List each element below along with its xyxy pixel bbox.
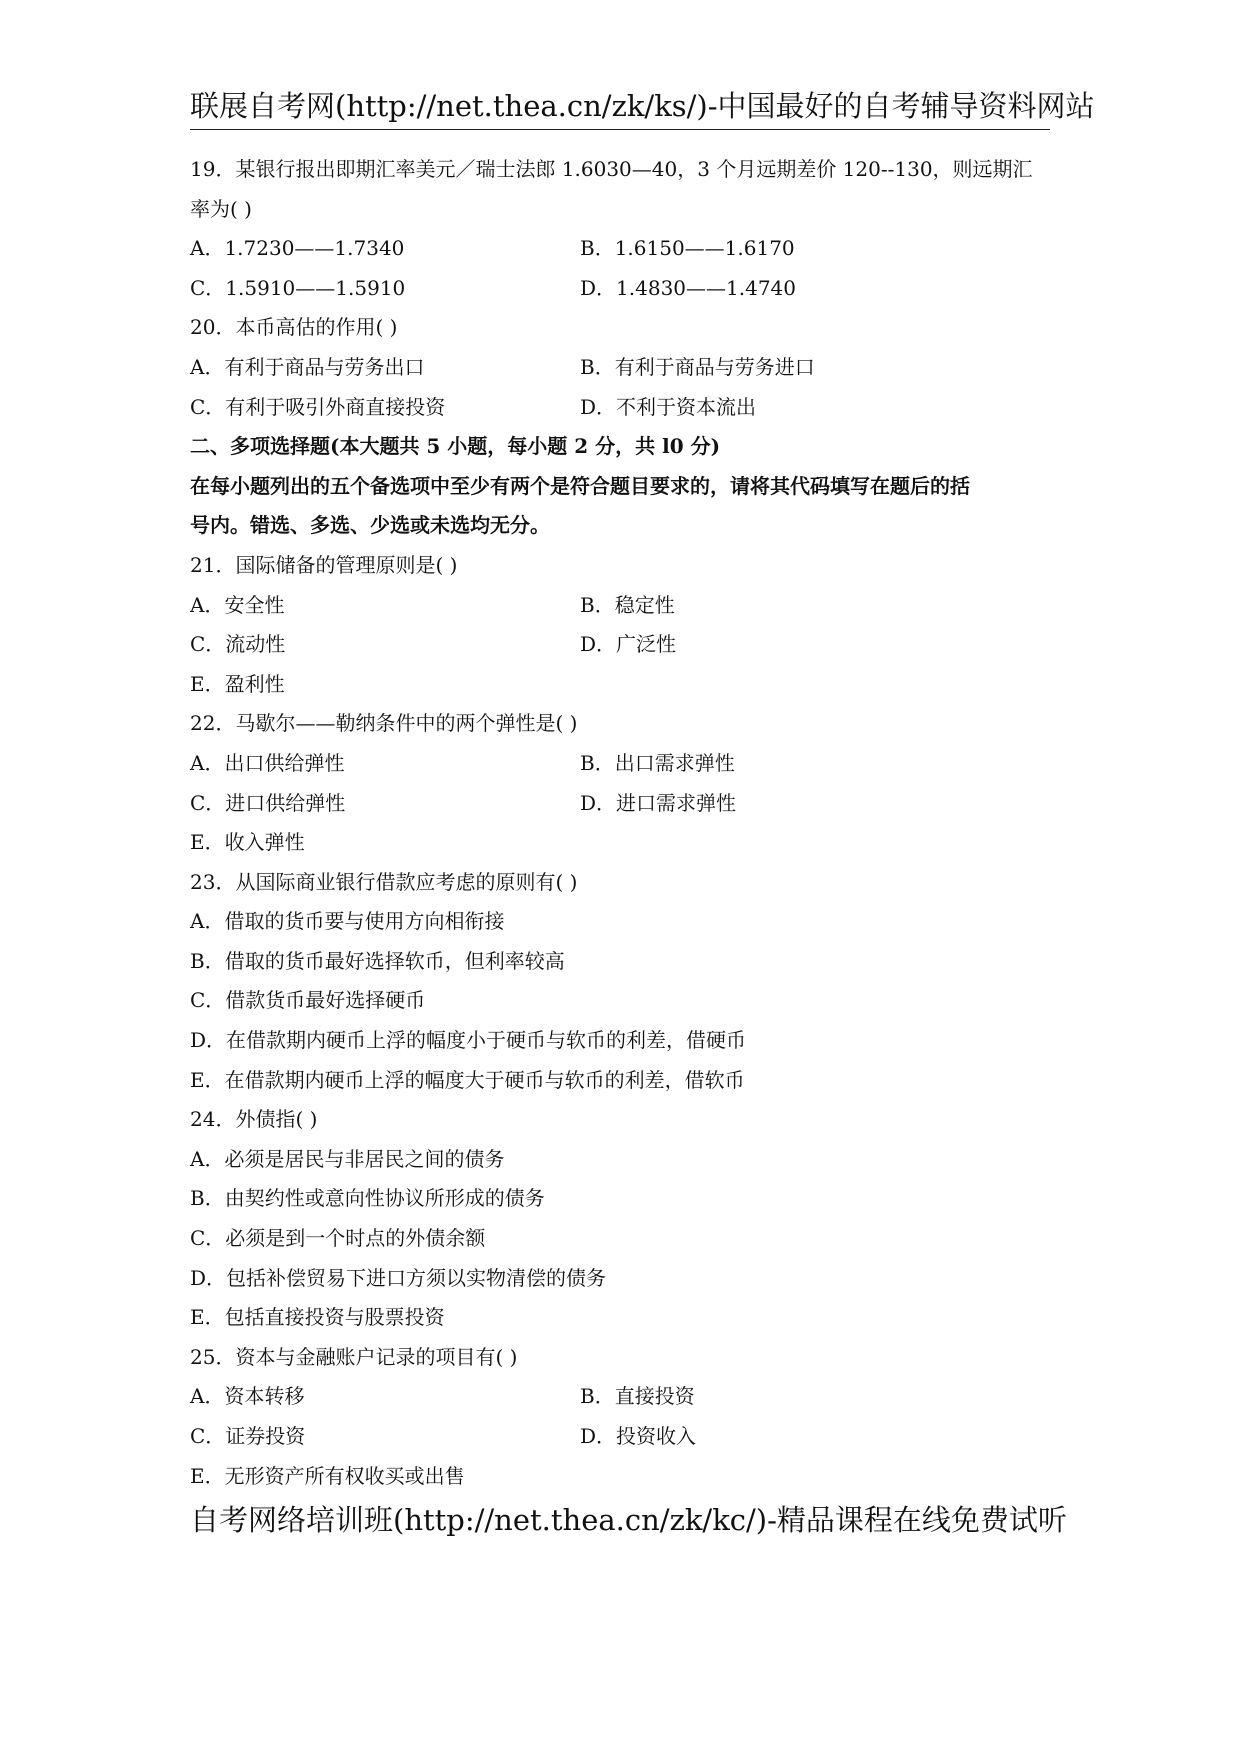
q22-option-e: E．收入弹性 — [190, 830, 305, 855]
q25-option-b: B．直接投资 — [580, 1384, 695, 1409]
q24-option-a: A．必须是居民与非居民之间的债务 — [190, 1146, 505, 1171]
q19-option-b: B．1.6150——1.6170 — [580, 236, 795, 261]
q22-options-row1 — [190, 744, 1060, 784]
section2-instructions-line2: 号内。错选、多选、少选或未选均无分。 — [190, 513, 550, 538]
q22-option-a: A．出口供给弹性 — [190, 750, 345, 775]
q25-option-d: D．投资收入 — [580, 1424, 697, 1448]
q21-options-row1 — [190, 586, 1060, 626]
q19-option-a: A．1.7230——1.7340 — [190, 236, 405, 261]
q21-option-e: E．盈利性 — [190, 671, 285, 696]
q22-option-b: B．出口需求弹性 — [580, 750, 735, 775]
exam-content — [190, 150, 1060, 1496]
q23-stem: 23．从国际商业银行借款应考虑的原则有( ) — [190, 869, 578, 894]
q24-option-c: C．必须是到一个时点的外债余额 — [190, 1226, 486, 1251]
q21-option-d: D．广泛性 — [580, 632, 677, 657]
q20-stem: 20．本币高估的作用( ) — [190, 315, 398, 340]
q20-options-row2 — [190, 388, 1060, 428]
q25-option-e: E．无形资产所有权收买或出售 — [190, 1463, 465, 1488]
q19-option-d: D．1.4830——1.4740 — [580, 275, 796, 300]
q24-option-d: D．包括补偿贸易下进口方须以实物清偿的债务 — [190, 1265, 607, 1290]
q21-option-a: A．安全性 — [190, 592, 285, 617]
q22-stem: 22．马歇尔——勒纳条件中的两个弹性是( ) — [190, 711, 578, 736]
q19-options-row2 — [190, 269, 1060, 309]
q25-option-c: C．证券投资 — [190, 1424, 306, 1448]
q21-option-c: C．流动性 — [190, 632, 286, 657]
page-footer: 自考网络培训班(http://net.thea.cn/zk/kc/)-精品课程在线免费试听 — [190, 1503, 1067, 1537]
q21-option-b: B．稳定性 — [580, 592, 675, 617]
page-header: 联展自考网(http://net.thea.cn/zk/ks/)-中国最好的自考辅导资料网站 — [190, 89, 1095, 123]
q19-option-c: C．1.5910——1.5910 — [190, 275, 406, 300]
q25-options-row1 — [190, 1377, 1060, 1417]
q22-option-d: D．进口需求弹性 — [580, 790, 737, 815]
q23-option-a: A．借取的货币要与使用方向相衔接 — [190, 909, 505, 934]
header-divider — [190, 129, 1050, 130]
q20-option-d: D．不利于资本流出 — [580, 394, 757, 419]
q24-option-e: E．包括直接投资与股票投资 — [190, 1305, 445, 1330]
q20-option-c: C．有利于吸引外商直接投资 — [190, 394, 446, 419]
q20-option-b: B．有利于商品与劳务进口 — [580, 354, 815, 379]
q25-options-row2 — [190, 1417, 1060, 1457]
q21-stem: 21．国际储备的管理原则是( ) — [190, 552, 458, 577]
q19-stem-line2: 率为( ) — [190, 196, 252, 221]
q21-options-row2 — [190, 625, 1060, 665]
q20-options-row1 — [190, 348, 1060, 388]
q25-option-a: A．资本转移 — [190, 1384, 305, 1409]
q23-option-c: C．借款货币最好选择硬币 — [190, 988, 426, 1013]
q23-option-b: B．借取的货币最好选择软币，但利率较高 — [190, 948, 565, 973]
q20-option-a: A．有利于商品与劳务出口 — [190, 354, 425, 379]
q22-option-c: C．进口供给弹性 — [190, 790, 346, 815]
section2-instructions-line1: 在每小题列出的五个备选项中至少有两个是符合题目要求的，请将其代码填写在题后的括 — [190, 473, 970, 498]
q23-option-e: E．在借款期内硬币上浮的幅度大于硬币与软币的利差，借软币 — [190, 1067, 745, 1092]
q19-options-row1 — [190, 229, 1060, 269]
q22-options-row2 — [190, 784, 1060, 824]
q23-option-d: D．在借款期内硬币上浮的幅度小于硬币与软币的利差，借硬币 — [190, 1028, 747, 1053]
q24-option-b: B．由契约性或意向性协议所形成的债务 — [190, 1186, 545, 1211]
q25-stem: 25．资本与金融账户记录的项目有( ) — [190, 1344, 518, 1369]
section2-title: 二、多项选择题(本大题共 5 小题，每小题 2 分，共 l0 分) — [190, 434, 721, 459]
q19-stem-line1: 19．某银行报出即期汇率美元／瑞士法郎 1.6030—40，3 个月远期差价 120--130，则远期汇 — [190, 157, 1033, 181]
q24-stem: 24．外债指( ) — [190, 1107, 318, 1132]
